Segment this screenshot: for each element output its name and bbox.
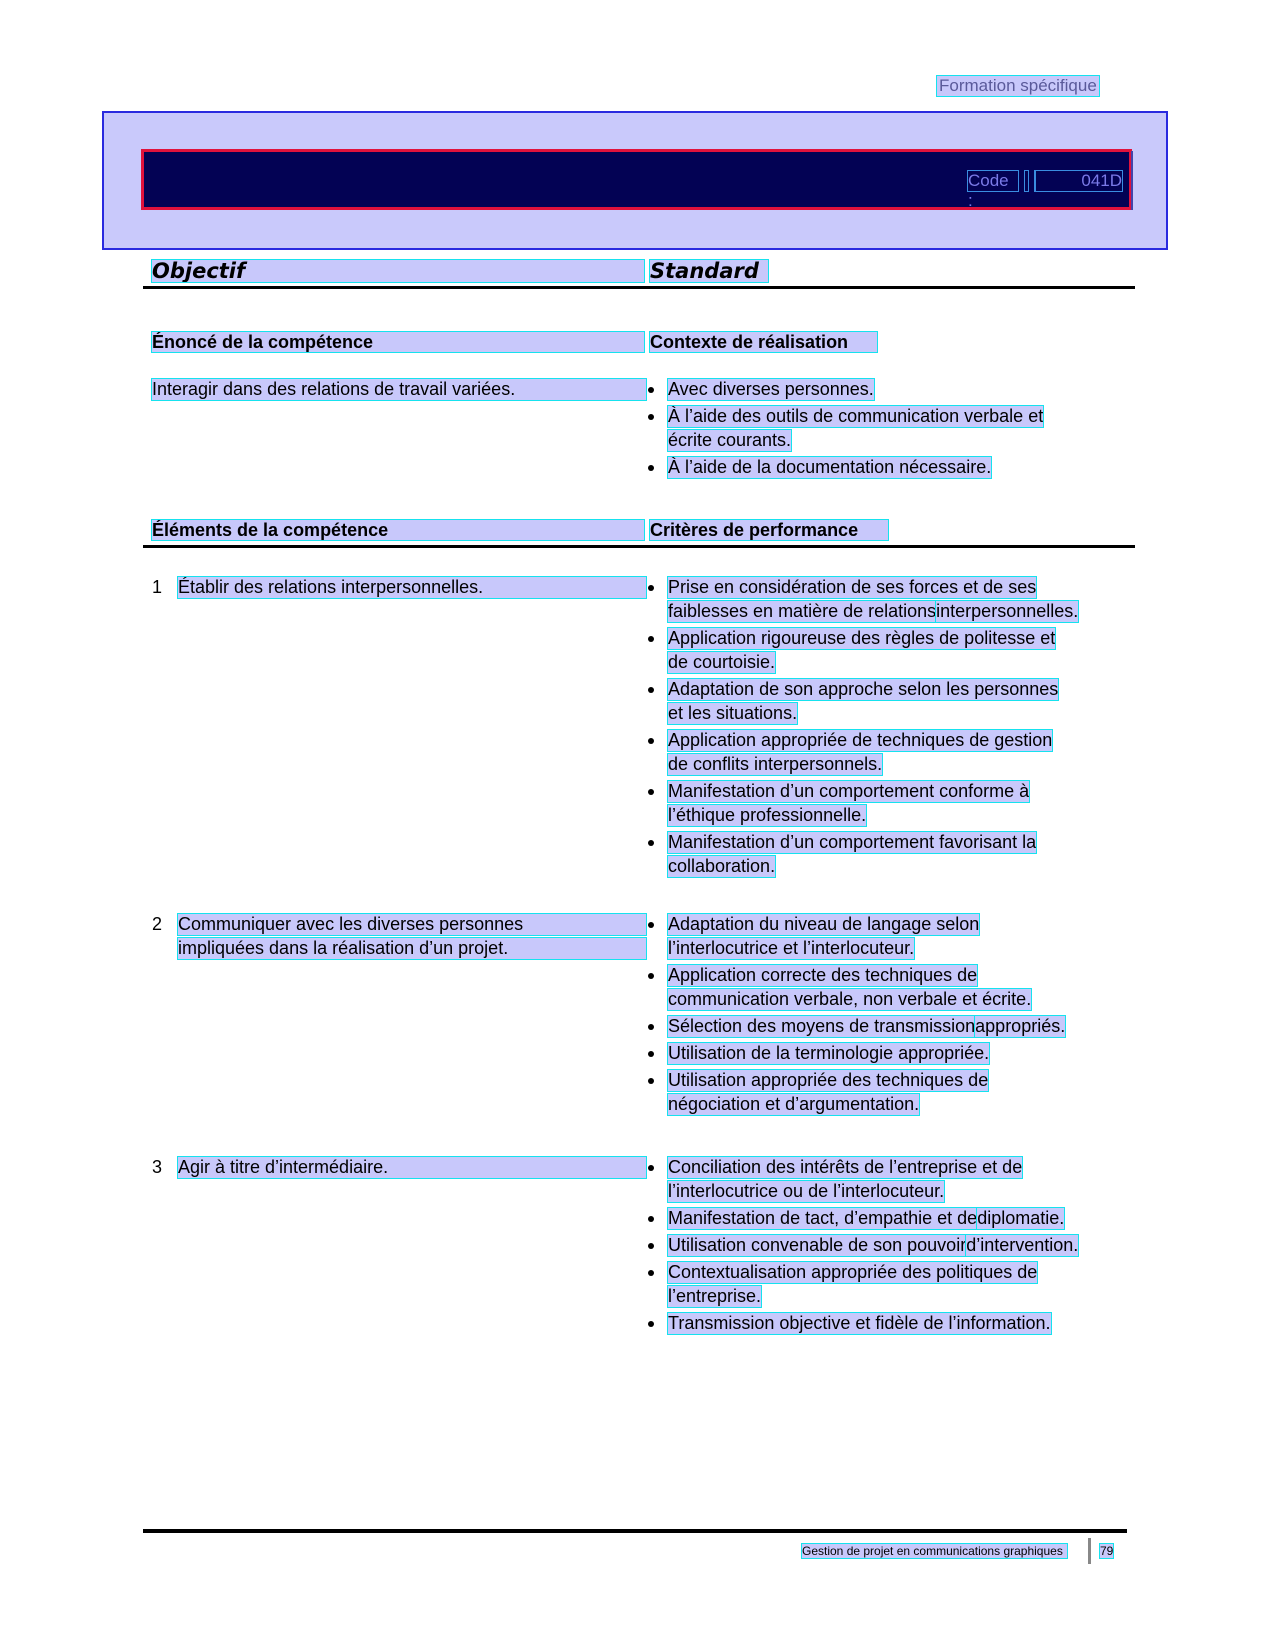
- criteria-list: [646, 1157, 1126, 1340]
- element-2: [152, 914, 646, 962]
- list-item-text: Avec diverses personnes.: [668, 379, 874, 399]
- bullet-icon: [646, 1070, 656, 1091]
- statement-heading: Énoncé de la compétence: [152, 332, 644, 352]
- bullet-icon: [646, 1262, 656, 1283]
- column-heading-standard: Standard: [650, 260, 768, 282]
- list-item: [646, 679, 1126, 727]
- bullet-icon: [646, 679, 656, 700]
- element-3: [152, 1157, 646, 1181]
- list-item-text: négociation et d’argumentation.: [668, 1094, 920, 1114]
- footer-separator: [1088, 1538, 1091, 1564]
- list-item-text: Conciliation des intérêts de l’entreprise et de: [668, 1157, 1023, 1177]
- list-item-text: l’interlocutrice et l’interlocuteur.: [668, 938, 915, 958]
- list-item: [646, 1313, 1126, 1337]
- list-item: [646, 577, 1126, 625]
- element-1: [152, 577, 646, 601]
- elements-heading: Éléments de la compétence: [152, 520, 644, 540]
- list-item-text: d’intervention.: [966, 1235, 1079, 1255]
- list-item-text: faiblesses en matière de relations: [668, 601, 937, 621]
- element-number: 1: [152, 577, 163, 597]
- list-item-text: À l’aide des outils de communication verbale et: [668, 406, 1044, 426]
- bullet-icon: [646, 965, 656, 986]
- list-item-text: Manifestation de tact, d’empathie et de: [668, 1208, 978, 1228]
- list-item: [646, 1070, 1126, 1118]
- bullet-icon: [646, 1157, 656, 1178]
- list-item-text: Utilisation de la terminologie appropriée.: [668, 1043, 990, 1063]
- elements-rule: [143, 545, 1135, 548]
- footer-program: Gestion de projet en communications graphiques: [802, 1544, 1067, 1558]
- list-item-text: l’éthique professionnelle.: [668, 805, 867, 825]
- bullet-icon: [646, 379, 656, 400]
- context-list: [646, 379, 1126, 484]
- list-item-text: Application appropriée de techniques de gestion: [668, 730, 1053, 750]
- element-number: 3: [152, 1157, 163, 1177]
- bullet-icon: [646, 832, 656, 853]
- list-item-text: Prise en considération de ses forces et de ses: [668, 577, 1037, 597]
- list-item: [646, 1043, 1126, 1067]
- code-divider: [1035, 171, 1036, 191]
- list-item-text: collaboration.: [668, 856, 776, 876]
- list-item-text: Contextualisation appropriée des politiques de: [668, 1262, 1038, 1282]
- list-item-text: Manifestation d’un comportement conforme à: [668, 781, 1030, 801]
- list-item-text: écrite courants.: [668, 430, 792, 450]
- list-item-text: Application rigoureuse des règles de politesse et: [668, 628, 1056, 648]
- bullet-icon: [646, 1016, 656, 1037]
- bullet-icon: [646, 1313, 656, 1334]
- list-item: [646, 781, 1126, 829]
- list-item-text: appropriés.: [975, 1016, 1066, 1036]
- element-number: 2: [152, 914, 163, 934]
- list-item-text: diplomatie.: [977, 1208, 1065, 1228]
- list-item: [646, 379, 1126, 403]
- code-separator: [1025, 171, 1028, 191]
- list-item: [646, 1157, 1126, 1205]
- criteria-list: [646, 914, 1126, 1121]
- list-item: [646, 1262, 1126, 1310]
- heading-rule: [143, 286, 1135, 289]
- bullet-icon: [646, 1235, 656, 1256]
- bullet-icon: [646, 577, 656, 598]
- competence-statement: Interagir dans des relations de travail variées.: [152, 379, 646, 400]
- list-item-text: Sélection des moyens de transmission: [668, 1016, 976, 1036]
- list-item: [646, 628, 1126, 676]
- list-item-text: Transmission objective et fidèle de l’information.: [668, 1313, 1051, 1333]
- list-item-text: de courtoisie.: [668, 652, 776, 672]
- page-number: 79: [1100, 1544, 1114, 1558]
- list-item-text: Adaptation du niveau de langage selon: [668, 914, 980, 934]
- list-item: [646, 832, 1126, 880]
- bullet-icon: [646, 406, 656, 427]
- bullet-icon: [646, 1043, 656, 1064]
- list-item-text: l’entreprise.: [668, 1286, 762, 1306]
- element-text: Établir des relations interpersonnelles.: [178, 577, 646, 598]
- bullet-icon: [646, 628, 656, 649]
- element-text: Communiquer avec les diverses personnes: [178, 914, 646, 935]
- bullet-icon: [646, 730, 656, 751]
- bullet-icon: [646, 914, 656, 935]
- list-item: [646, 730, 1126, 778]
- criteria-list: [646, 577, 1126, 883]
- element-text: impliquées dans la réalisation d’un projet.: [178, 938, 646, 959]
- list-item-text: Utilisation appropriée des techniques de: [668, 1070, 989, 1090]
- column-heading-objective: Objectif: [152, 260, 644, 282]
- list-item-text: À l’aide de la documentation nécessaire.: [668, 457, 992, 477]
- bullet-icon: [646, 781, 656, 802]
- code-value: 041D: [1035, 171, 1122, 191]
- list-item: [646, 1208, 1126, 1232]
- list-item-text: et les situations.: [668, 703, 798, 723]
- list-item-text: communication verbale, non verbale et écrite.: [668, 989, 1032, 1009]
- list-item-text: l’interlocutrice ou de l’interlocuteur.: [668, 1181, 945, 1201]
- bullet-icon: [646, 457, 656, 478]
- bullet-icon: [646, 1208, 656, 1229]
- list-item: [646, 914, 1126, 962]
- list-item-text: Utilisation convenable de son pouvoir: [668, 1235, 967, 1255]
- criteria-heading: Critères de performance: [650, 520, 888, 540]
- list-item-text: Application correcte des techniques de: [668, 965, 978, 985]
- list-item: [646, 1016, 1126, 1040]
- banner-edge: [1131, 151, 1133, 210]
- list-item-text: Adaptation de son approche selon les personnes: [668, 679, 1059, 699]
- footer-rule: [143, 1529, 1127, 1533]
- list-item: [646, 965, 1126, 1013]
- section-label: Formation spécifique: [939, 76, 1097, 95]
- element-text: Agir à titre d’intermédiaire.: [178, 1157, 646, 1178]
- list-item-text: interpersonnelles.: [936, 601, 1079, 621]
- list-item: [646, 1235, 1126, 1259]
- code-label: Code :: [968, 171, 1018, 191]
- list-item: [646, 457, 1126, 481]
- list-item: [646, 406, 1126, 454]
- context-heading: Contexte de réalisation: [650, 332, 877, 352]
- list-item-text: Manifestation d’un comportement favorisant la: [668, 832, 1037, 852]
- list-item-text: de conflits interpersonnels.: [668, 754, 883, 774]
